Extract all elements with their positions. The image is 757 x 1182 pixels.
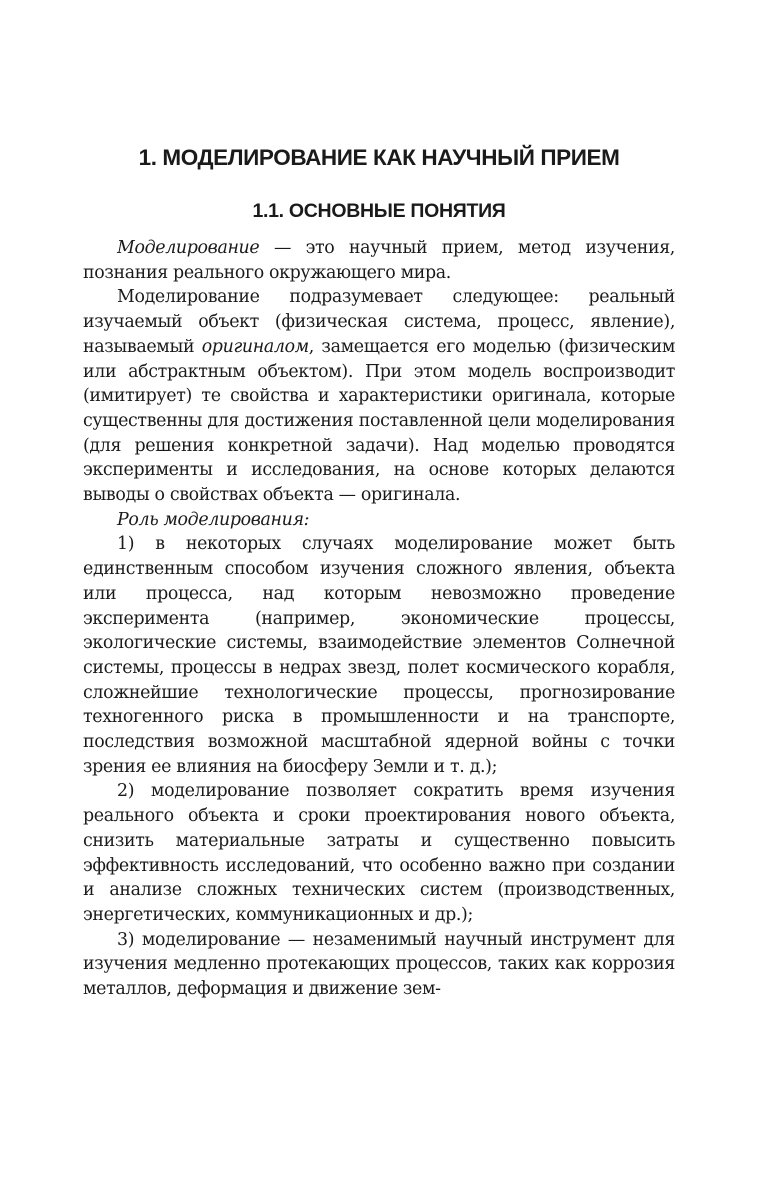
explanation-text-before: Моделирование подразумевает следующее: реальный изучаемый объект (физическая система, процесс, явление), называемый	[83, 287, 675, 357]
body-text	[83, 236, 675, 1002]
list-item-text: моделирование — незаменимый научный инструмент для изучения медленно протекающих процессов, таких как коррозия металлов, деформация и движение зем-	[83, 929, 675, 1000]
list-item-number: 1)	[117, 534, 135, 555]
role-heading	[83, 508, 675, 533]
list-item-text: моделирование позволяет сократить время изучения реального объекта и сроки проектирования нового объекта, снизить материальные затраты и существенно повысить эффективность исследований, что особенно важно при создании и анализе сложных технических систем (производственных, энергетических, коммуникационных и др.);	[83, 781, 675, 925]
list-item	[83, 928, 675, 1002]
list-item	[83, 779, 675, 927]
paragraph-definition	[83, 236, 675, 285]
list-item	[83, 532, 675, 779]
term-modeling: Моделирование	[117, 238, 260, 258]
chapter-title: 1. МОДЕЛИРОВАНИЕ КАК НАУЧНЫЙ ПРИЕМ	[138, 145, 620, 170]
paragraph-explanation	[83, 285, 675, 507]
term-original: оригиналом	[201, 336, 309, 357]
definition-text: — это научный прием, метод изучения, познания реального окружающего мира.	[83, 238, 675, 283]
list-item-number: 3)	[117, 929, 135, 950]
list-item-number: 2)	[117, 781, 135, 802]
list-item-text: в некоторых случаях моделирование может быть единственным способом изучения сложного явления, объекта или процесса, над которым невозможно проведение эксперимента (например, экономические процессы, экологические системы, взаимодействие элементов Солнечной системы, процессы в недрах звезд, полет космического корабля, сложнейшие технологические процессы, прогнозирование техногенного риска в промышленности и на транспорте, последствия возможной масштабной ядерной войны с точки зрения ее влияния на биосферу Земли и т. д.);	[83, 534, 675, 777]
explanation-text-after: , замещается его моделью (физическим или абстрактным объектом). При этом модель воспроизводит (имитирует) те свойства и характеристики оригинала, которые существенны для достижения поставленной цели моделирования (для решения конкретной задачи). Над моделью проводятся эксперименты и исследования, на основе которых делаются выводы о свойствах объекта — оригинала.	[83, 336, 675, 506]
role-heading-text: Роль моделирования:	[117, 509, 310, 530]
section-title: 1.1. ОСНОВНЫЕ ПОНЯТИЯ	[252, 200, 506, 222]
